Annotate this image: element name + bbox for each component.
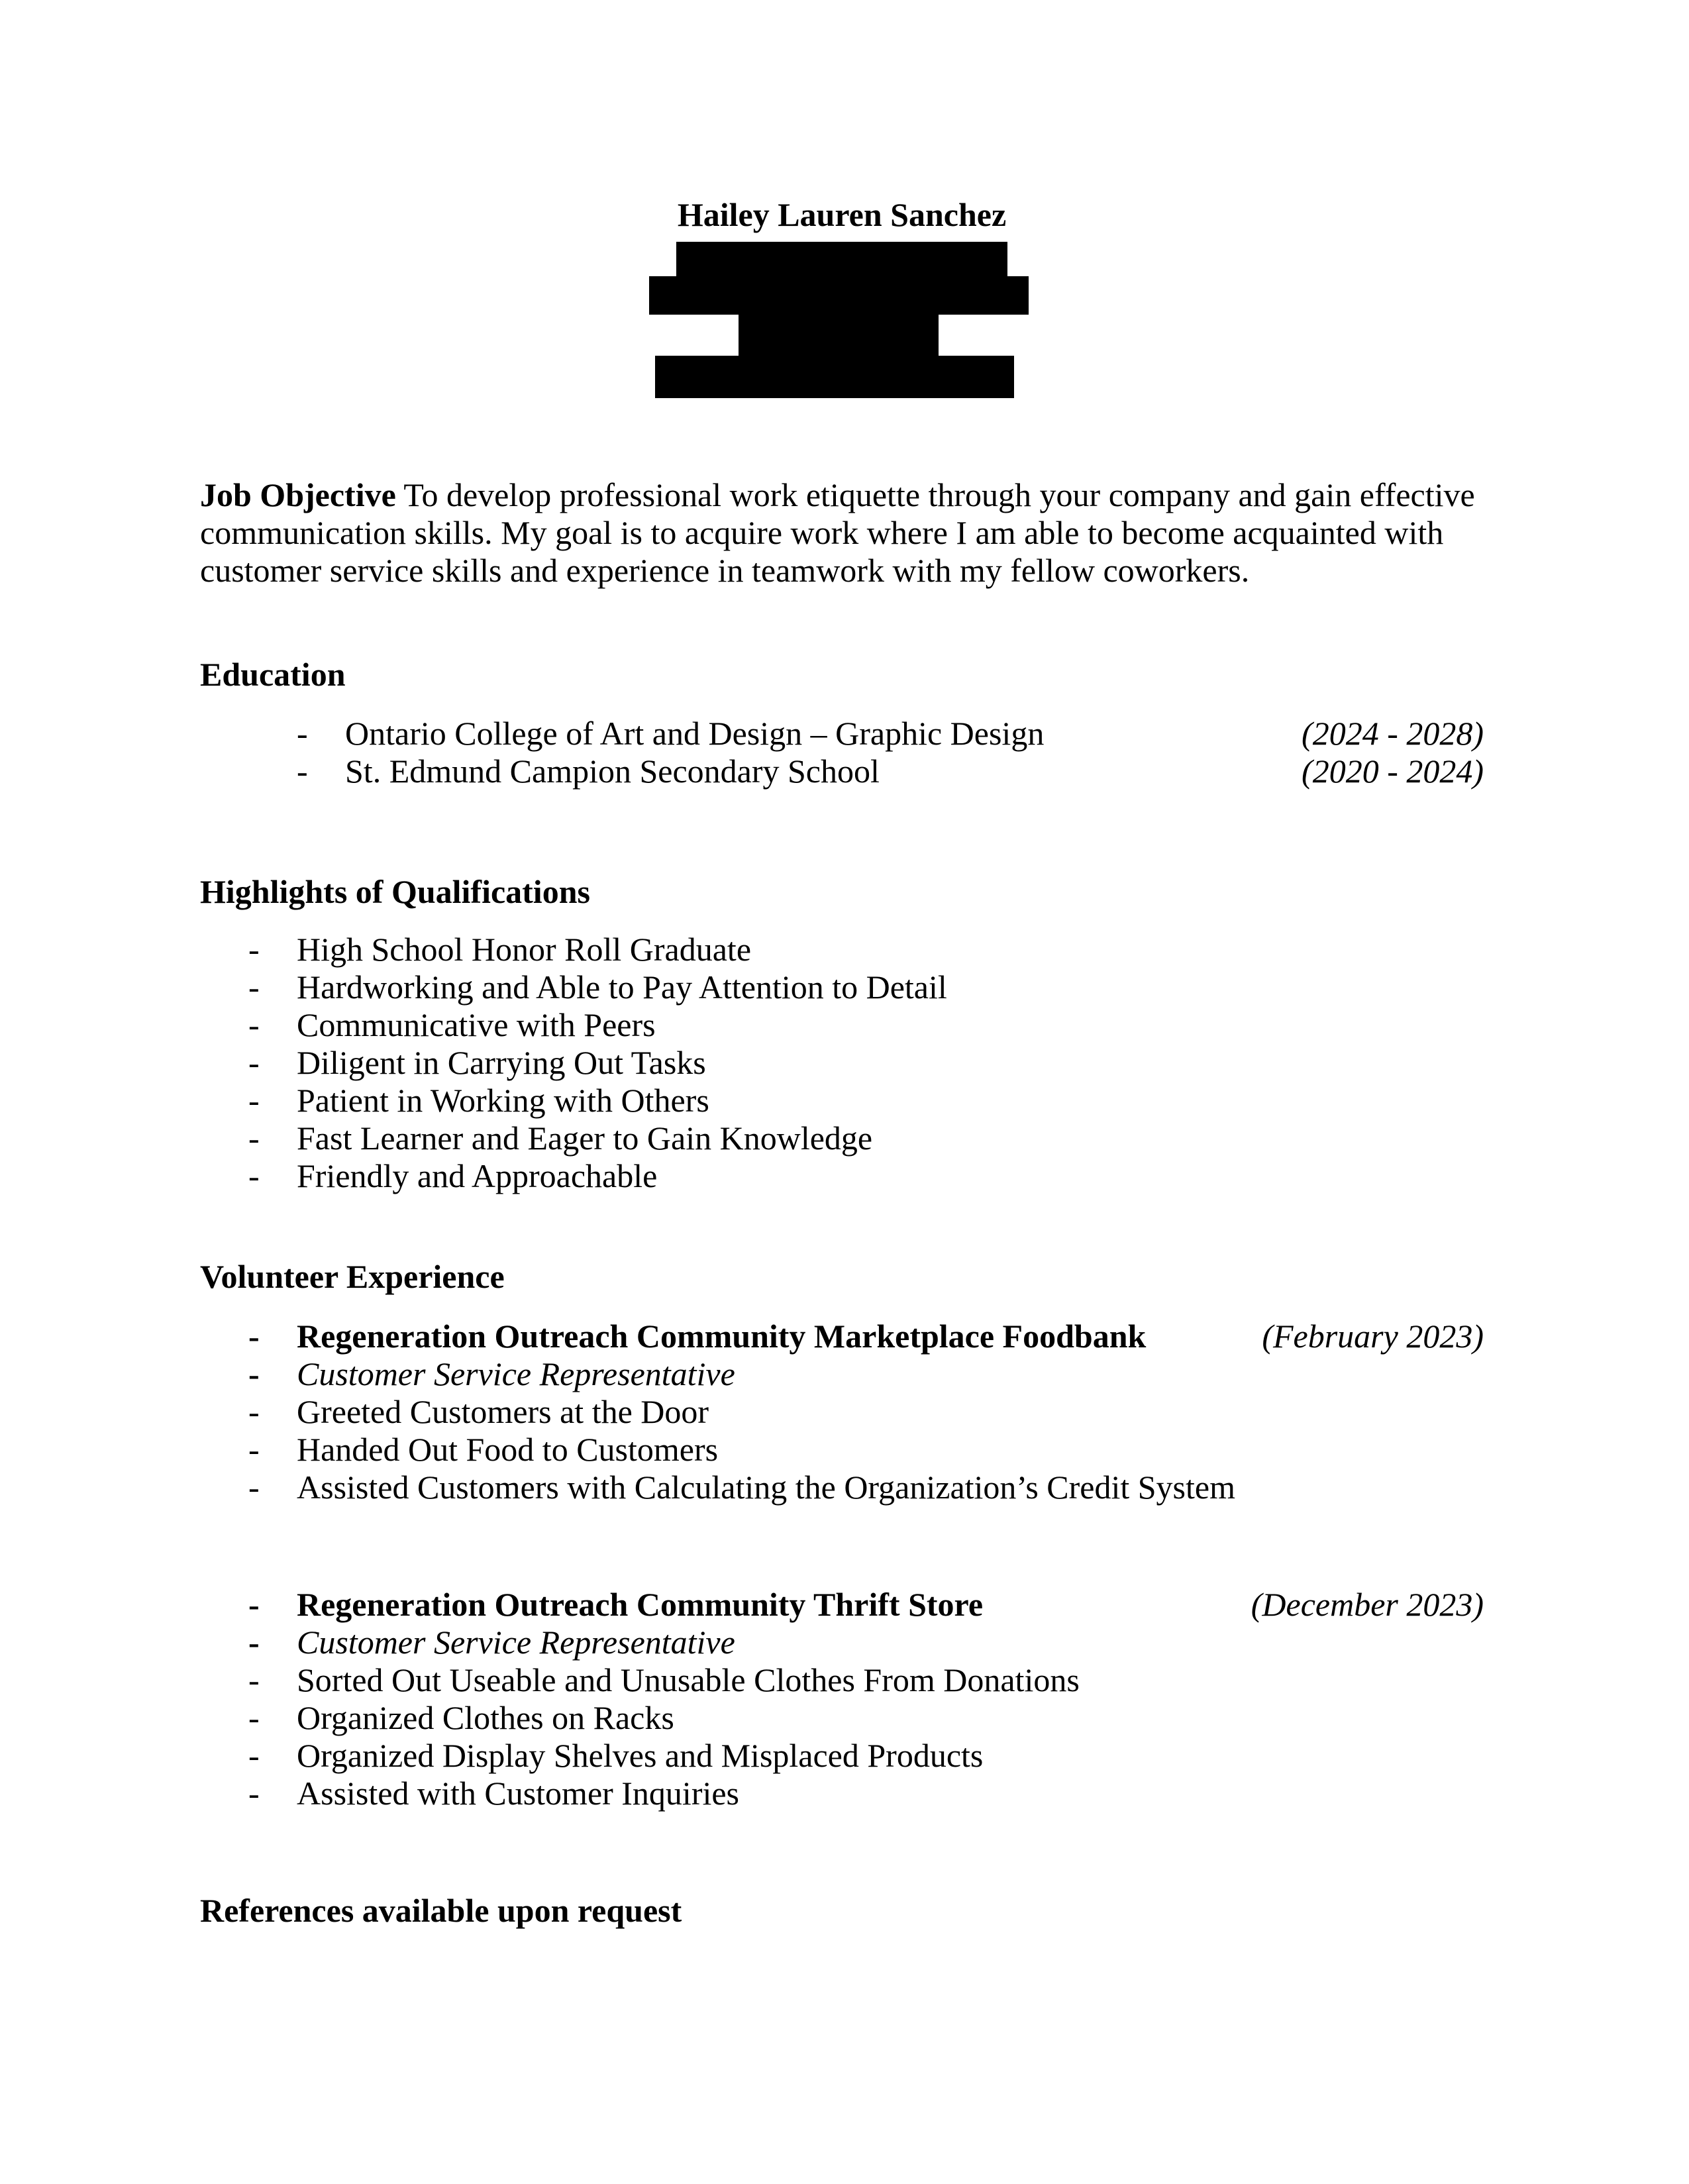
bullet-dash: - <box>248 931 260 968</box>
qualification-text: High School Honor Roll Graduate <box>297 931 752 968</box>
volunteer-duty-text: Organized Clothes on Racks <box>297 1699 674 1736</box>
bullet-dash: - <box>297 753 308 790</box>
qualification-text: Patient in Working with Others <box>297 1082 709 1119</box>
qualification-text: Friendly and Approachable <box>297 1157 658 1194</box>
education-school: St. Edmund Campion Secondary School <box>345 753 880 790</box>
volunteer-heading: Volunteer Experience <box>200 1258 505 1295</box>
bullet-dash: - <box>248 1119 260 1157</box>
bullet-dash: - <box>248 1624 260 1661</box>
redaction-bar <box>649 276 1029 315</box>
volunteer-duty-text: Sorted Out Useable and Unusable Clothes From Donations <box>297 1661 1080 1698</box>
volunteer-duty-text: Assisted Customers with Calculating the Organization’s Credit System <box>297 1469 1235 1506</box>
education-item <box>200 715 1484 753</box>
volunteer-role-row <box>200 1355 1484 1393</box>
bullet-dash: - <box>248 1157 260 1194</box>
education-item <box>200 753 1484 790</box>
qualifications-list <box>200 931 1484 1195</box>
redaction-bar <box>655 356 1014 398</box>
education-dates: (2024 - 2028) <box>1302 715 1484 752</box>
job-objective-text: To develop professional work etiquette through your company and gain effective communication skills. My goal is to acquire work where I am able to become acquainted with customer service skills and experience in teamwork with my fellow coworkers. <box>200 476 1475 589</box>
bullet-dash: - <box>248 1775 260 1812</box>
bullet-dash: - <box>248 1082 260 1119</box>
volunteer-duty <box>200 1775 1484 1812</box>
volunteer-duty-text: Greeted Customers at the Door <box>297 1393 709 1430</box>
volunteer-date: (December 2023) <box>1251 1586 1484 1623</box>
redaction-bar <box>676 242 1007 276</box>
qualification-text: Diligent in Carrying Out Tasks <box>297 1044 706 1081</box>
bullet-dash: - <box>297 715 308 752</box>
resume-name: Hailey Lauren Sanchez <box>677 196 1007 233</box>
qualification-text: Fast Learner and Eager to Gain Knowledge <box>297 1119 873 1157</box>
volunteer-role: Customer Service Representative <box>297 1624 735 1661</box>
volunteer-duty-text: Organized Display Shelves and Misplaced Products <box>297 1737 984 1774</box>
volunteer-duty <box>200 1737 1484 1775</box>
volunteer-date: (February 2023) <box>1262 1318 1484 1355</box>
bullet-dash: - <box>248 1699 260 1736</box>
bullet-dash: - <box>248 1318 260 1355</box>
qualification-item <box>200 1082 1484 1119</box>
qualification-text: Hardworking and Able to Pay Attention to Detail <box>297 968 947 1006</box>
qualification-item <box>200 931 1484 968</box>
bullet-dash: - <box>248 1044 260 1081</box>
redaction-bar <box>739 315 939 356</box>
bullet-dash: - <box>248 1355 260 1392</box>
bullet-dash: - <box>248 1737 260 1774</box>
volunteer-duty <box>200 1661 1484 1699</box>
volunteer-role: Customer Service Representative <box>297 1355 735 1392</box>
qualification-item <box>200 968 1484 1006</box>
education-school: Ontario College of Art and Design – Graphic Design <box>345 715 1045 752</box>
volunteer-organization-row <box>200 1318 1484 1355</box>
volunteer-duty-text: Assisted with Customer Inquiries <box>297 1775 740 1812</box>
bullet-dash: - <box>248 1469 260 1506</box>
bullet-dash: - <box>248 1006 260 1043</box>
job-objective-paragraph <box>200 476 1484 590</box>
qualification-item <box>200 1157 1484 1195</box>
bullet-dash: - <box>248 1393 260 1430</box>
volunteer-role-row <box>200 1624 1484 1661</box>
qualification-item <box>200 1119 1484 1157</box>
qualification-item <box>200 1006 1484 1044</box>
qualification-text: Communicative with Peers <box>297 1006 656 1043</box>
references-note: References available upon request <box>200 1892 682 1929</box>
volunteer-duty-text: Handed Out Food to Customers <box>297 1431 719 1468</box>
volunteer-duty <box>200 1469 1484 1506</box>
volunteer-duty <box>200 1431 1484 1469</box>
volunteer-duty <box>200 1393 1484 1431</box>
bullet-dash: - <box>248 1661 260 1698</box>
volunteer-entry <box>200 1586 1484 1812</box>
volunteer-organization: Regeneration Outreach Community Marketplace Foodbank <box>297 1318 1147 1355</box>
redacted-contact-block <box>200 242 1484 398</box>
bullet-dash: - <box>248 1586 260 1623</box>
education-heading: Education <box>200 656 346 693</box>
job-objective-label: Job Objective <box>200 476 396 513</box>
education-dates: (2020 - 2024) <box>1302 753 1484 790</box>
volunteer-organization: Regeneration Outreach Community Thrift Store <box>297 1586 984 1623</box>
qualification-item <box>200 1044 1484 1082</box>
bullet-dash: - <box>248 968 260 1006</box>
education-list <box>200 715 1484 790</box>
volunteer-organization-row <box>200 1586 1484 1624</box>
qualifications-heading: Highlights of Qualifications <box>200 873 590 910</box>
bullet-dash: - <box>248 1431 260 1468</box>
volunteer-duty <box>200 1699 1484 1737</box>
volunteer-entry <box>200 1318 1484 1506</box>
